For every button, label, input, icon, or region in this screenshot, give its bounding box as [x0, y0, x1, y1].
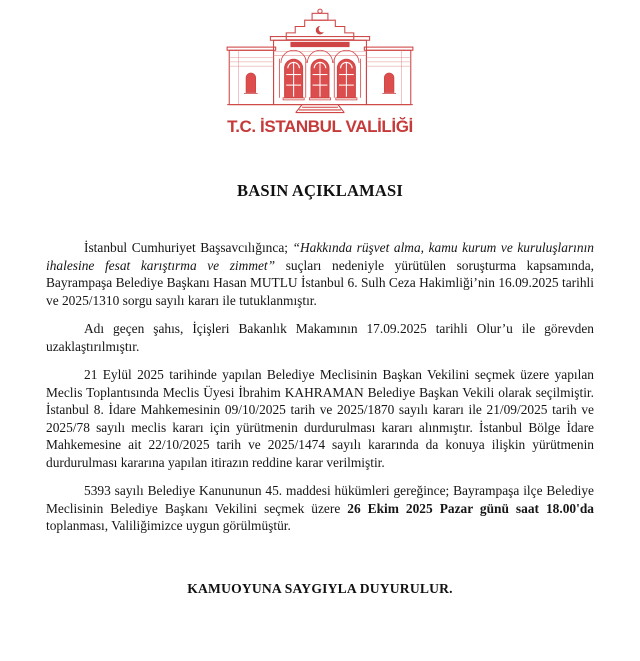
paragraph-text: suçları nedeniyle yürütülen soruşturma kapsamında, Bayrampaşa Belediye Başkanı Hasan MUTLU İstanbul 6. Sulh Ceza Hakimliği’nin 16.09.2025 tarihli ve 2025/1310 sorgu sayılı kararı ile tutuklanmıştır.	[46, 257, 594, 308]
paragraph-text: 5393 sayılı Belediye Kanununun 45. maddesi hükümleri gereğince; Bayrampaşa ilçe Belediye Meclisinin Belediye Başkanı Vekilini seçmek üzere	[46, 483, 594, 516]
paragraph-text: toplanması, Valiliğimizce uygun görülmüştür.	[46, 518, 291, 534]
paragraph-text: İstanbul Cumhuriyet Başsavcılığınca;	[84, 240, 293, 256]
crescent-icon	[316, 25, 326, 34]
entrance-steps	[227, 105, 413, 113]
paragraph-text: 21 Eylül 2025 tarihinde yapılan Belediye Meclisinin Başkan Vekilini seçmek üzere yapılan Meclis Toplantısında Meclis Üyesi İbrahim KAHRAMAN Belediye Başkan Vekili olarak seçilmiştir. İstanbul 8. İdare Mahkemesinin 09/10/2025 tarih ve 2025/1870 sayılı kararı ile 21/09/2025 tarih ve 2025/78 sayılı meclis kararı için yürütmenin durdurulması kararı alınmıştır. İstanbul Bölge İdare Mahkemesine ait 22/10/2025 tarih ve 2025/1474 sayılı kararında da konuya ilişkin yürütmenin durdurulması kararına yapılan itirazın reddine karar verilmiştir.	[46, 367, 594, 470]
paragraph-text: Adı geçen şahıs, İçişleri Bakanlık Makamının 17.09.2025 tarihli Olur’u ile görevden uzaklaştırılmıştır.	[46, 321, 594, 354]
paragraph-meeting-date	[46, 482, 594, 535]
name-band	[290, 42, 349, 47]
paragraph-suspension	[46, 320, 594, 355]
document-heading: BASIN AÇIKLAMASI	[237, 181, 403, 201]
organization-title: T.C. İSTANBUL VALİLİĞİ	[227, 117, 413, 137]
meeting-date-text: 26 Ekim 2025 Pazar günü saat 18.00'da	[347, 500, 594, 516]
letterhead	[0, 0, 640, 137]
closing-line: KAMUOYUNA SAYGIYLA DUYURULUR.	[187, 580, 453, 596]
governorship-building-emblem-icon	[225, 7, 415, 115]
quoted-charges-text: “Hakkında rüşvet alma, kamu kurum ve kuruluşlarının ihalesine fesat karıştırma ve zimmet”	[46, 240, 594, 273]
document-body	[46, 239, 594, 535]
arched-windows	[283, 59, 357, 100]
paragraph-council-decision	[46, 366, 594, 471]
paragraph-arrest	[46, 239, 594, 309]
